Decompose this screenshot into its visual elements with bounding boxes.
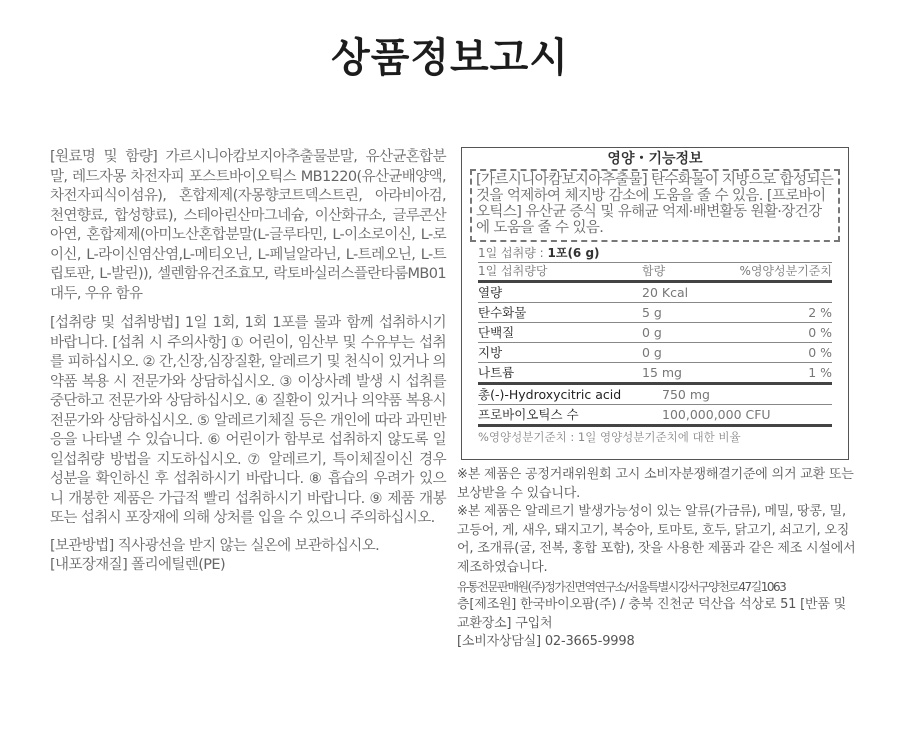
- nutrient-percent: 1 %: [808, 365, 832, 380]
- ingredient-amount: 750 mg: [662, 387, 710, 402]
- nutrient-name: 나트륨: [478, 365, 515, 380]
- table-row: [478, 283, 832, 303]
- header-name: 1일 섭취량당: [478, 264, 548, 278]
- nutrient-name: 열량: [478, 285, 503, 300]
- compensation-note: ※본 제품은 공정거래위원회 고시 소비자분쟁해결기준에 의거 교환 또는 보상받을 수 있습니다.: [457, 467, 854, 501]
- nutrient-amount: 5 g: [642, 305, 662, 320]
- serving-value: 1포(6 g): [547, 246, 600, 260]
- storage-text: [보관방법] 직사광선을 받지 않는 실온에 보관하십시오.: [50, 537, 380, 554]
- ingredients-text: [원료명 및 함량] 가르시니아캄보지아추출물분말, 유산균혼합분말, 레드자몽 차전자피 포스트바이오틱스 MB1220(유산균배양액, 차전자피식이섬유), 혼합제제(자몽향코트덱스트린, 아라비아검, 천연향료, 합성향료), 스테아린산마그네슘, 이산화규소, 글루콘산아연, 혼합제제(아미노산혼합분말(L-글루타민, L-이소로이신, L-로이신, L-라이신염산염,L-메티오닌, L-페닐알라닌, L-트레오닌, L-트립토판, L-발린)), 셀렌함유건조효모, 락토바실러스플란타룸MB01 대두, 우유 함유: [50, 149, 446, 302]
- page-title: 상품정보고시: [331, 35, 569, 81]
- nutrient-percent: 0 %: [808, 325, 832, 340]
- intake-text: [섭취량 및 섭취방법] 1일 1회, 1회 1포를 물과 함께 섭취하시기 바랍니다. [섭취 시 주의사항] ① 어린이, 임산부 및 수유부는 섭취를 피하십시오. ② 간,신장,심장질환, 알레르기 및 천식이 있거나 의약품 복용 시 전문가와 상담하십시오. ③ 이상사례 발생 시 섭취를 중단하고 전문가와 상담하십시오. ④ 질환이 있거나 의약품 복용시 전문가와 상담하십시오. ⑤ 알레르기체질 등은 개인에 따라 과민반응을 나타낼 수 있습니다. ⑥ 어린이가 함부로 섭취하지 않도록 일일섭취량 방법을 지도하십시오. ⑦ 알레르기, 특이체질이신 경우 성분을 확인하신 후 섭취하시기 바랍니다. ⑧ 흡습의 우려가 있으니 개봉한 제품은 가급적 빨리 섭취하시기 바랍니다. ⑨ 제품 개봉 또는 섭취시 포장재에 의해 상처를 입을 수 있으니 주의하십시오.: [50, 315, 446, 526]
- nutrient-name: 지방: [478, 345, 503, 360]
- nutrition-heading: 영양・기능정보: [607, 151, 703, 167]
- material-text: [내포장재질] 폴리에틸렌(PE): [50, 557, 226, 573]
- product-info-text: [50, 148, 446, 576]
- table-row: [478, 385, 832, 405]
- nutrient-amount: 20 Kcal: [642, 285, 689, 300]
- manufacturer-info: 층[제조원] 한국바이오팜(주) / 충북 진천군 덕산읍 석상로 51 [반품 및 교환장소] 구입처: [457, 597, 847, 631]
- nutrient-percent: 0 %: [808, 345, 832, 360]
- table-row: [478, 405, 832, 427]
- table-row: [478, 343, 832, 363]
- serving-label: 1일 섭취량 :: [478, 246, 548, 260]
- header-amount: 함량: [642, 264, 666, 278]
- nutrient-percent: [752, 283, 832, 302]
- ingredient-name: 프로바이오틱스 수: [478, 407, 579, 422]
- nutrient-name: 탄수화물: [478, 305, 527, 320]
- header-percent: %영양성분기준치: [739, 264, 832, 278]
- nutrient-amount: 15 mg: [642, 365, 682, 380]
- nutrient-amount: 0 g: [642, 345, 662, 360]
- notice-text: [457, 466, 857, 652]
- serving-size: [478, 246, 832, 263]
- ingredient-amount: 100,000,000 CFU: [662, 407, 771, 422]
- functional-info-box: [가르시니아캄보지아추출물] 탄수화물이 지방으로 합성되는 것을 억제하여 체지방 감소에 도움을 줄 수 있음. [프로바이오틱스] 유산균 증식 및 유해균 억제·배변활동 원활·장건강에 도움을 줄 수 있음.: [470, 169, 840, 242]
- nutrient-percent: 2 %: [808, 305, 832, 320]
- nutrient-name: 단백질: [478, 325, 515, 340]
- table-row: [478, 363, 832, 385]
- table-row: [478, 303, 832, 323]
- consumer-contact: [소비자상담실] 02-3665-9998: [457, 634, 635, 650]
- seller-info: 유통전문판매원(주)정가진면역연구소/서울특별시강서구양천로47길1063: [457, 579, 786, 594]
- nutrition-table-header: [478, 263, 832, 283]
- table-row: [478, 323, 832, 343]
- nutrition-footnote: %영양성분기준치 : 1일 영양성분기준치에 대한 비율: [478, 430, 741, 444]
- allergy-note: ※본 제품은 알레르기 발생가능성이 있는 알류(가금류), 메밀, 땅콩, 밀, 고등어, 게, 새우, 돼지고기, 복숭아, 토마토, 호두, 닭고기, 쇠고기, 오징어, 조개류(굴, 전복, 홍합 포함), 잣을 사용한 제품과 같은 제조 시설에서 제조하였습니다.: [457, 504, 856, 575]
- nutrition-facts-box: [461, 147, 849, 460]
- nutrient-amount: 0 g: [642, 325, 662, 340]
- ingredient-name: 총(-)-Hydroxycitric acid: [478, 387, 622, 402]
